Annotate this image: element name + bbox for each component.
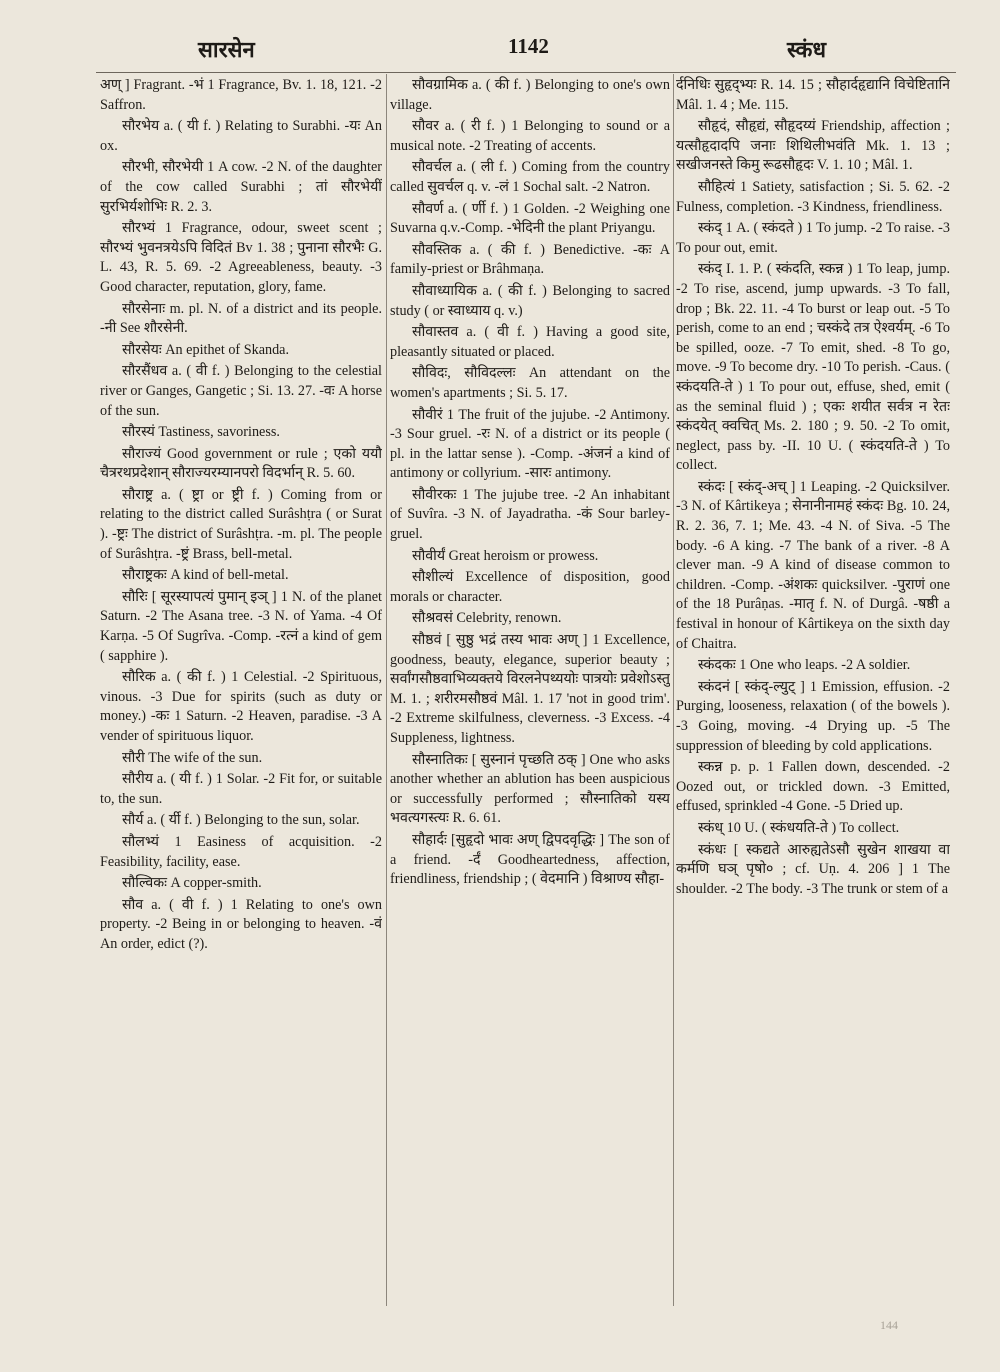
page-number: 1142 — [508, 34, 549, 58]
dictionary-entry: सौरी The wife of the sun. — [122, 749, 263, 766]
column-middle — [390, 76, 670, 1296]
dictionary-entry: सौवीरकः 1 The jujube tree. -2 An inhabitant of Suvîra. -3 N. of Jayadratha. -कं Sour barley-gruel. — [390, 486, 670, 543]
dictionary-entry: सौहित्यं 1 Satiety, satisfaction ; Si. 5. 62. -2 Fulness, completion. -3 Kindness, friendliness. — [676, 178, 950, 215]
column-left — [100, 76, 382, 1296]
dictionary-entry: सौस्नातिकः [ सुस्नानं पृच्छति ठक् ] One who asks another whether an ablution has been auspicious or successfully performed ; सौस्नातिको यस्य भवत्यगस्त्यः R. 6. 61. — [390, 751, 670, 827]
dictionary-entry: सौरिक a. ( की f. ) 1 Celestial. -2 Spirituous, vinous. -3 Due for spirits (such as duty or money.) -कः 1 Saturn. -2 Heaven, paradise. -3 A vender of spirituous liquor. — [100, 669, 382, 744]
dictionary-entry: अण् ] Fragrant. -भं 1 Fragrance, Bv. 1. 18, 121. -2 Saffron. — [100, 77, 382, 113]
dictionary-entry: सौवर्ण a. ( र्णी f. ) 1 Golden. -2 Weighing one Suvarna q.v.-Comp. -भेदिनी the plant Priyangu. — [390, 200, 670, 237]
dictionary-entry: सौहृदं, सौहृद्यं, सौहृदय्यं Friendship, affection ; यत्सौहृदादपि जनाः शिथिलीभवंति Mk. 1. 13 ; सखीजनस्ते किमु रूढसौहृदः V. 1. 10 ; Mâl. 1. — [676, 118, 950, 174]
dictionary-entry: सौवर्चल a. ( ली f. ) Coming from the country called सुवर्चल q. v. -लं 1 Sochal salt. -2 Natron. — [390, 159, 670, 195]
dictionary-entry: सौवस्तिक a. ( की f. ) Benedictive. -कः A family-priest or Brâhmaṇa. — [390, 241, 670, 278]
dictionary-entry: सौराष्ट्र a. ( ष्ट्रा or ष्ट्री f. ) Coming from or relating to the district called Surâshṭra ( or Surat ). -ष्ट्रः The district of Surâshṭra. -m. pl. The people of Surâshṭra. -ष्ट्रं Brass, bell-metal. — [100, 486, 382, 562]
header-rule — [96, 72, 956, 73]
column-right — [676, 76, 950, 1296]
dictionary-entry: सौरसेयः An epithet of Skanda. — [122, 341, 290, 358]
column-divider — [386, 74, 387, 1306]
dictionary-entry: सौराष्ट्रकः A kind of bell-metal. — [122, 567, 289, 584]
dictionary-entry: सौरिः [ सूरस्यापत्यं पुमान् इञ् ] 1 N. of the planet Saturn. -2 The Asana tree. -3 N. of Yama. -4 Of Karṇa. -5 Of Sugrîva. -Comp. -रत्नं a kind of gem ( sapphire ). — [100, 588, 382, 664]
dictionary-entry: सौवग्रामिक a. ( की f. ) Belonging to one's own village. — [390, 77, 670, 113]
dictionary-entry: सौरस्यं Tastiness, savoriness. — [122, 424, 280, 441]
dictionary-entry: सौवीरं 1 The fruit of the jujube. -2 Antimony. -3 Sour gruel. -रः N. of a district or its people ( pl. in the lattar sense ). -Comp. -अंजनं a kind of antimony or collyrium. -सारः antimony. — [390, 406, 670, 482]
dictionary-entry: सौल्विकः A copper-smith. — [122, 875, 262, 892]
dictionary-entry: स्कंदः [ स्कंद्-अच् ] 1 Leaping. -2 Quicksilver. -3 N. of Kârtikeya ; सेनानीनामहं स्कंदः Bg. 10. 24, R. 2. 36, 7. 1; Me. 43. -4 N. of Siva. -5 The body. -6 A king. -7 The bank of a river. -8 A clever man. -9 A kind of disease common to children. -Comp. -अंशकः quicksilver. -पुराणं one of the 18 Purâṇas. -मातृ f. N. of Durgâ. -षष्ठी a festival in honour of Kârtikeya on the sixth day of Chaitra. — [676, 478, 950, 652]
left-guide-word: सारसेन — [198, 37, 255, 62]
dictionary-entry: सौवर a. ( री f. ) 1 Belonging to sound or a musical note. -2 Treating of accents. — [390, 118, 670, 154]
dictionary-entry: स्कंद् 1 A. ( स्कंदते ) 1 To jump. -2 To raise. -3 To pour out, emit. — [676, 220, 950, 256]
dictionary-entry: स्कंधः [ स्कद्यते आरुह्यतेऽसौ सुखेन शाखया वा कर्मणि घञ् पृषो० ; cf. Uṇ. 4. 206 ] 1 The shoulder. -2 The body. -3 The trunk or stem of a — [676, 841, 950, 897]
dictionary-entry: सौवास्तव a. ( वी f. ) Having a good site, pleasantly situated or placed. — [390, 324, 670, 360]
dictionary-entry: सौवाध्यायिक a. ( की f. ) Belonging to sacred study ( or स्वाध्याय q. v.) — [390, 282, 670, 319]
dictionary-entry: र्दनिधिः सुहृद्भ्यः R. 14. 15 ; सौहार्दहृद्यानि विचेष्टितानि Mâl. 1. 4 ; Me. 115. — [676, 77, 950, 113]
dictionary-entry: सौराज्यं Good government or rule ; एको ययौ चैत्ररथप्रदेशान् सौराज्यरम्यानपरो विदर्भान् R. 5. 60. — [100, 445, 382, 482]
dictionary-entry: सौशील्यं Excellence of disposition, good morals or character. — [390, 569, 670, 605]
dictionary-entry: सौर्य a. ( र्यी f. ) Belonging to the sun, solar. — [122, 812, 360, 829]
dictionary-entry: सौवीर्यं Great heroism or prowess. — [412, 547, 599, 564]
dictionary-entry: स्कंदकः 1 One who leaps. -2 A soldier. — [698, 657, 911, 674]
dictionary-entry: सौलभ्यं 1 Easiness of acquisition. -2 Feasibility, facility, ease. — [100, 833, 382, 870]
page-header — [0, 30, 1000, 70]
dictionary-entry: सौहार्दः [सुहृदो भावः अण् द्विपदवृद्धिः ] The son of a friend. -र्दं Goodheartedness, affection, friendliness, friendship ; ( वेदमानि ) विश्राण्य सौहा- — [390, 831, 670, 888]
column-divider — [673, 74, 674, 1306]
dictionary-entry: स्कन्न p. p. 1 Fallen down, descended. -2 Oozed out, or trickled down. -3 Emitted, effused, sprinkled -4 Gone. -5 Dried up. — [676, 759, 950, 815]
dictionary-entry: सौव a. ( वी f. ) 1 Relating to one's own property. -2 Being in or belonging to heaven. -वं An order, edict (?). — [100, 896, 382, 952]
dictionary-entry: स्कंदनं [ स्कंद्-ल्युट् ] 1 Emission, effusion. -2 Purging, looseness, relaxation ( of the bowels ). -3 Going, moving. -4 Drying up. -5 The suppression of bleeding by cold applications. — [676, 678, 950, 754]
right-guide-word: स्कंध — [787, 37, 826, 62]
dictionary-entry: सौविदः, सौविदल्लः An attendant on the women's apartments ; Si. 5. 17. — [390, 365, 670, 401]
dictionary-entry: सौरीय a. ( यी f. ) 1 Solar. -2 Fit for, or suitable to, the sun. — [100, 771, 382, 807]
dictionary-entry: सौरसैंधव a. ( वी f. ) Belonging to the celestial river or Ganges, Gangetic ; Si. 13. 27. -वः A horse of the sun. — [100, 363, 382, 419]
footer-mark: 144 — [880, 1318, 898, 1332]
dictionary-entry: सौरसेनाः m. pl. N. of a district and its people. -नी See शौरसेनी. — [100, 300, 382, 337]
dictionary-entry: सौरभ्यं 1 Fragrance, odour, sweet scent ; सौरभ्यं भुवनत्रयेऽपि विदितं Bv 1. 38 ; पुनाना सौरभैः G. L. 43, R. 5. 69. -2 Agreeableness, beauty. -3 Good character, reputation, glory, fame. — [100, 220, 382, 295]
dictionary-entry: स्कंध् 10 U. ( स्कंधयति-ते ) To collect. — [698, 819, 900, 836]
dictionary-entry: स्कंद् I. 1. P. ( स्कंदति, स्कन्न ) 1 To leap, jump. -2 To rise, ascend, jump upwards. -3 To fall, drop ; Bk. 22. 11. -4 To burst or leap out. -5 To perish, come to an end ; चस्कंदे तत्र ऐश्वर्यम्. -6 To be spilled, ooze. -7 To emit, shed. -8 To go, move. -9 To become dry. -10 To perish. -Caus. ( स्कंदयति-ते ) 1 To pour out, effuse, shed, emit ( as the seminal fluid ) ; एकः शयीत सर्वत्र न रेतः स्कंदयेत् क्वचित् Ms. 2. 180 ; 9. 50. -2 To omit, neglect, pass by. -II. 10 U. ( स्कंदयति-ते ) To collect. — [676, 261, 950, 474]
dictionary-entry: सौष्ठवं [ सुष्ठु भद्रं तस्य भावः अण् ] 1 Excellence, goodness, beauty, elegance, superior beauty ; सर्वांगसौष्ठवाभिव्यक्तये विरलनेपथ्ययोः पात्रयोः प्रवेशोऽस्तु M. 1. ; शरीरमसौष्ठवं Mâl. 1. 17 'not in good trim'. -2 Extreme skilfulness, cleverness. -3 Excess. -4 Suppleness, lightness. — [390, 632, 670, 746]
dictionary-entry: सौरभी, सौरभेयी 1 A cow. -2 N. of the daughter of the cow called Surabhi ; तां सौरभेयीं सुरभिर्यशोभिः R. 2. 3. — [100, 159, 382, 215]
dictionary-entry: सौरभेय a. ( यी f. ) Relating to Surabhi. -यः An ox. — [100, 118, 382, 154]
dictionary-entry: सौश्रवसं Celebrity, renown. — [412, 610, 562, 627]
